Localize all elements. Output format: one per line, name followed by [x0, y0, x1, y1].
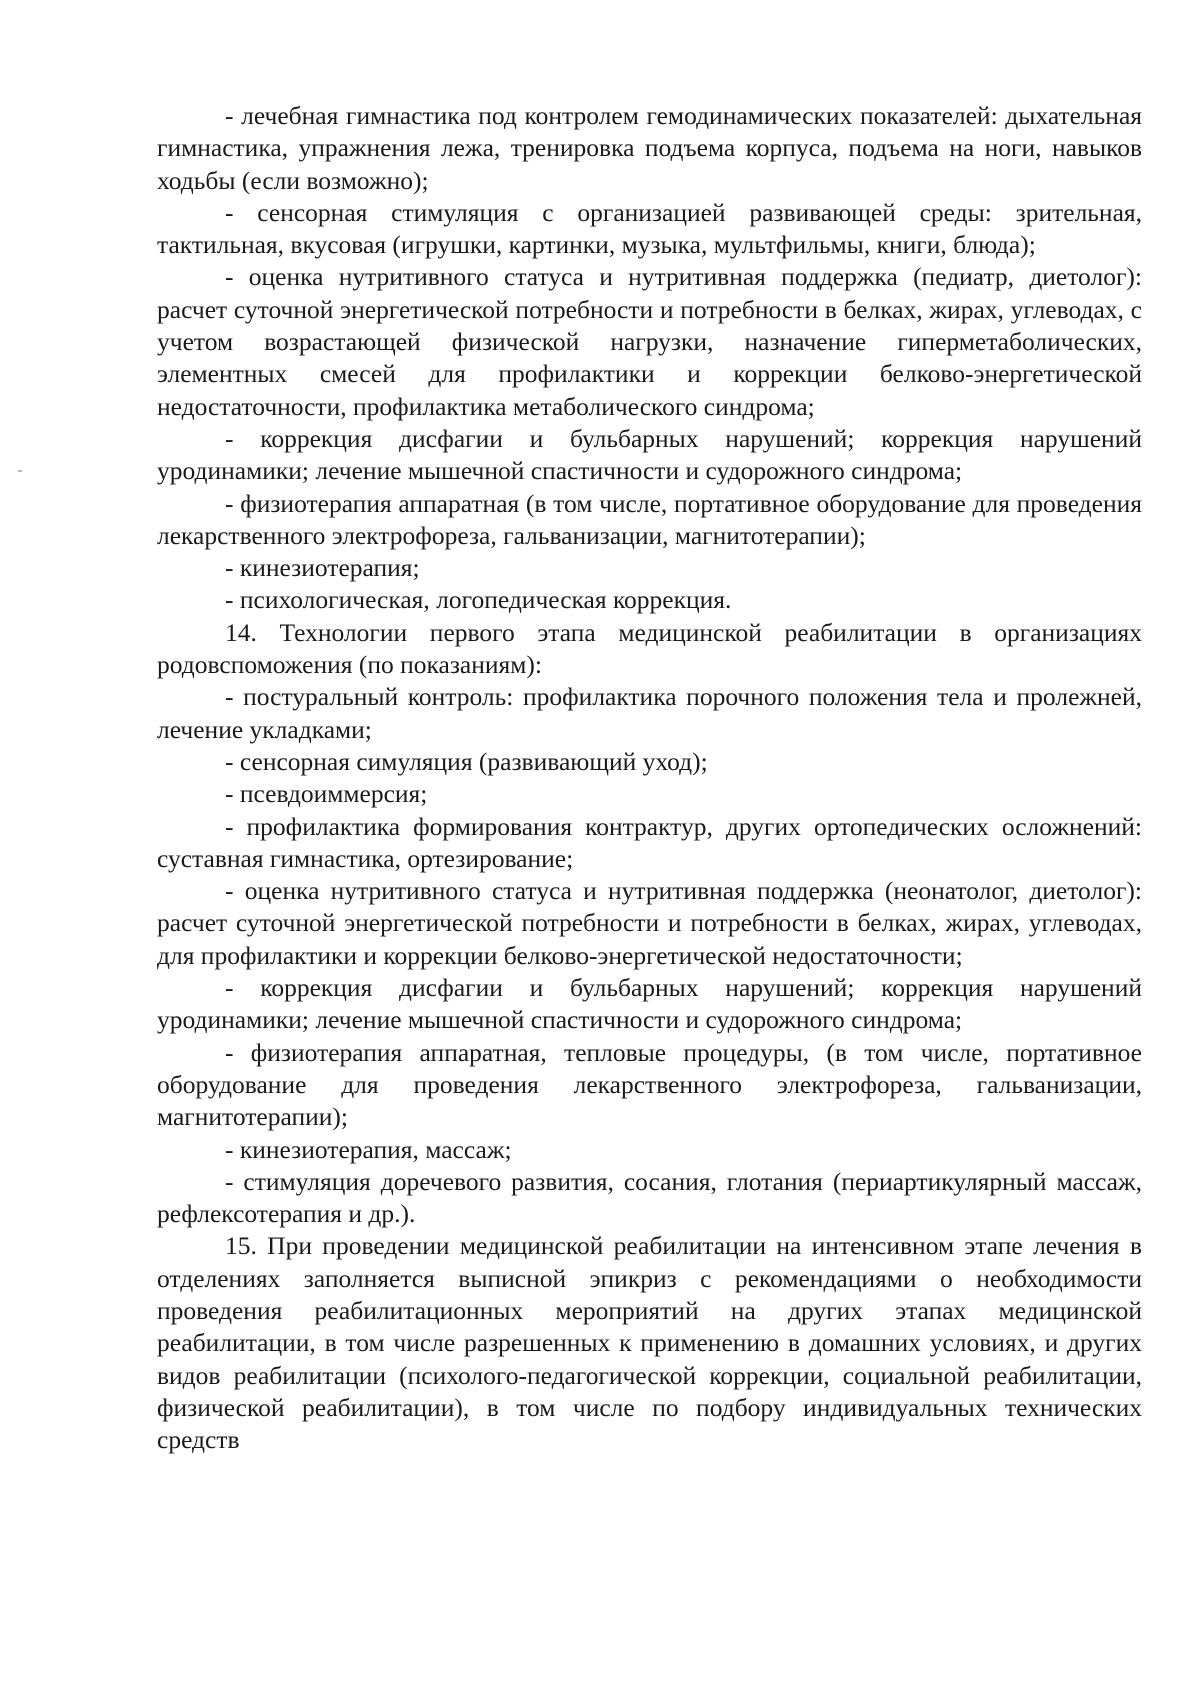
paragraph: - сенсорная стимуляция с организацией развивающей среды: зрительная, тактильная, вкусовая (игрушки, картинки, музыка, мультфильмы, книги, блюда);	[157, 197, 1142, 260]
scan-artifact	[18, 470, 22, 472]
paragraph: - лечебная гимнастика под контролем гемодинамических показателей: дыхательная гимнастика, упражнения лежа, тренировка подъема корпуса, подъема на ноги, навыков ходьбы (если возможно);	[157, 101, 1142, 195]
document-body	[157, 100, 1142, 1456]
paragraph: - профилактика формирования контрактур, других ортопедических осложнений: суставная гимнастика, ортезирование;	[157, 811, 1142, 873]
paragraph: - физиотерапия аппаратная, тепловые процедуры, (в том числе, портативное оборудование для проведения лекарственного электрофореза, гальванизации, магнитотерапии);	[157, 1037, 1142, 1132]
paragraph: - коррекция дисфагии и бульбарных нарушений; коррекция нарушений уродинамики; лечение мышечной спастичности и судорожного синдрома;	[157, 973, 1142, 1035]
paragraph: - оценка нутритивного статуса и нутритивная поддержка (неонатолог, диетолог): расчет суточной энергетической потребности и потребности в белках, жирах, углеводах, для профилактики и коррекции белково-энергетической недостаточности;	[157, 876, 1142, 970]
section-paragraph: 15. При проведении медицинской реабилитации на интенсивном этапе лечения в отделениях заполняется выписной эпикриз с рекомендациями о необходимости проведения реабилитационных мероприятий на других этапах медицинской реабилитации, в том числе разрешенных к применению в домашних условиях, и других видов реабилитации (психолого-педагогической коррекции, социальной реабилитации, физической реабилитации), в том числе по подбору индивидуальных технических средств	[157, 1231, 1142, 1455]
paragraph: - коррекция дисфагии и бульбарных нарушений; коррекция нарушений уродинамики; лечение мышечной спастичности и судорожного синдрома;	[157, 423, 1142, 486]
paragraph: - кинезиотерапия;	[225, 553, 420, 583]
paragraph: - постуральный контроль: профилактика порочного положения тела и пролежней, лечение укладками;	[157, 682, 1142, 744]
paragraph: - кинезиотерапия, массаж;	[225, 1134, 512, 1164]
paragraph: - псевдоиммерсия;	[225, 779, 428, 809]
paragraph: - стимуляция доречевого развития, сосания, глотания (периартикулярный массаж, рефлексотерапия и др.).	[157, 1166, 1142, 1229]
paragraph: - физиотерапия аппаратная (в том числе, портативное оборудование для проведения лекарственного электрофореза, гальванизации, магнитотерапии);	[157, 488, 1142, 550]
paragraph: - оценка нутритивного статуса и нутритивная поддержка (педиатр, диетолог): расчет суточной энергетической потребности и потребности в белках, жирах, углеводах, с учетом возрастающей физической нагрузки, назначение гиперметаболических, элементных смесей для профилактики и коррекции белково-энергетической недостаточности, профилактика метаболического синдрома;	[157, 262, 1142, 421]
paragraph: - сенсорная симуляция (развивающий уход);	[225, 746, 708, 776]
section-heading: 14. Технологии первого этапа медицинской реабилитации в организациях родовспоможения (по показаниям):	[157, 617, 1142, 680]
paragraph: - психологическая, логопедическая коррекция.	[225, 585, 732, 615]
